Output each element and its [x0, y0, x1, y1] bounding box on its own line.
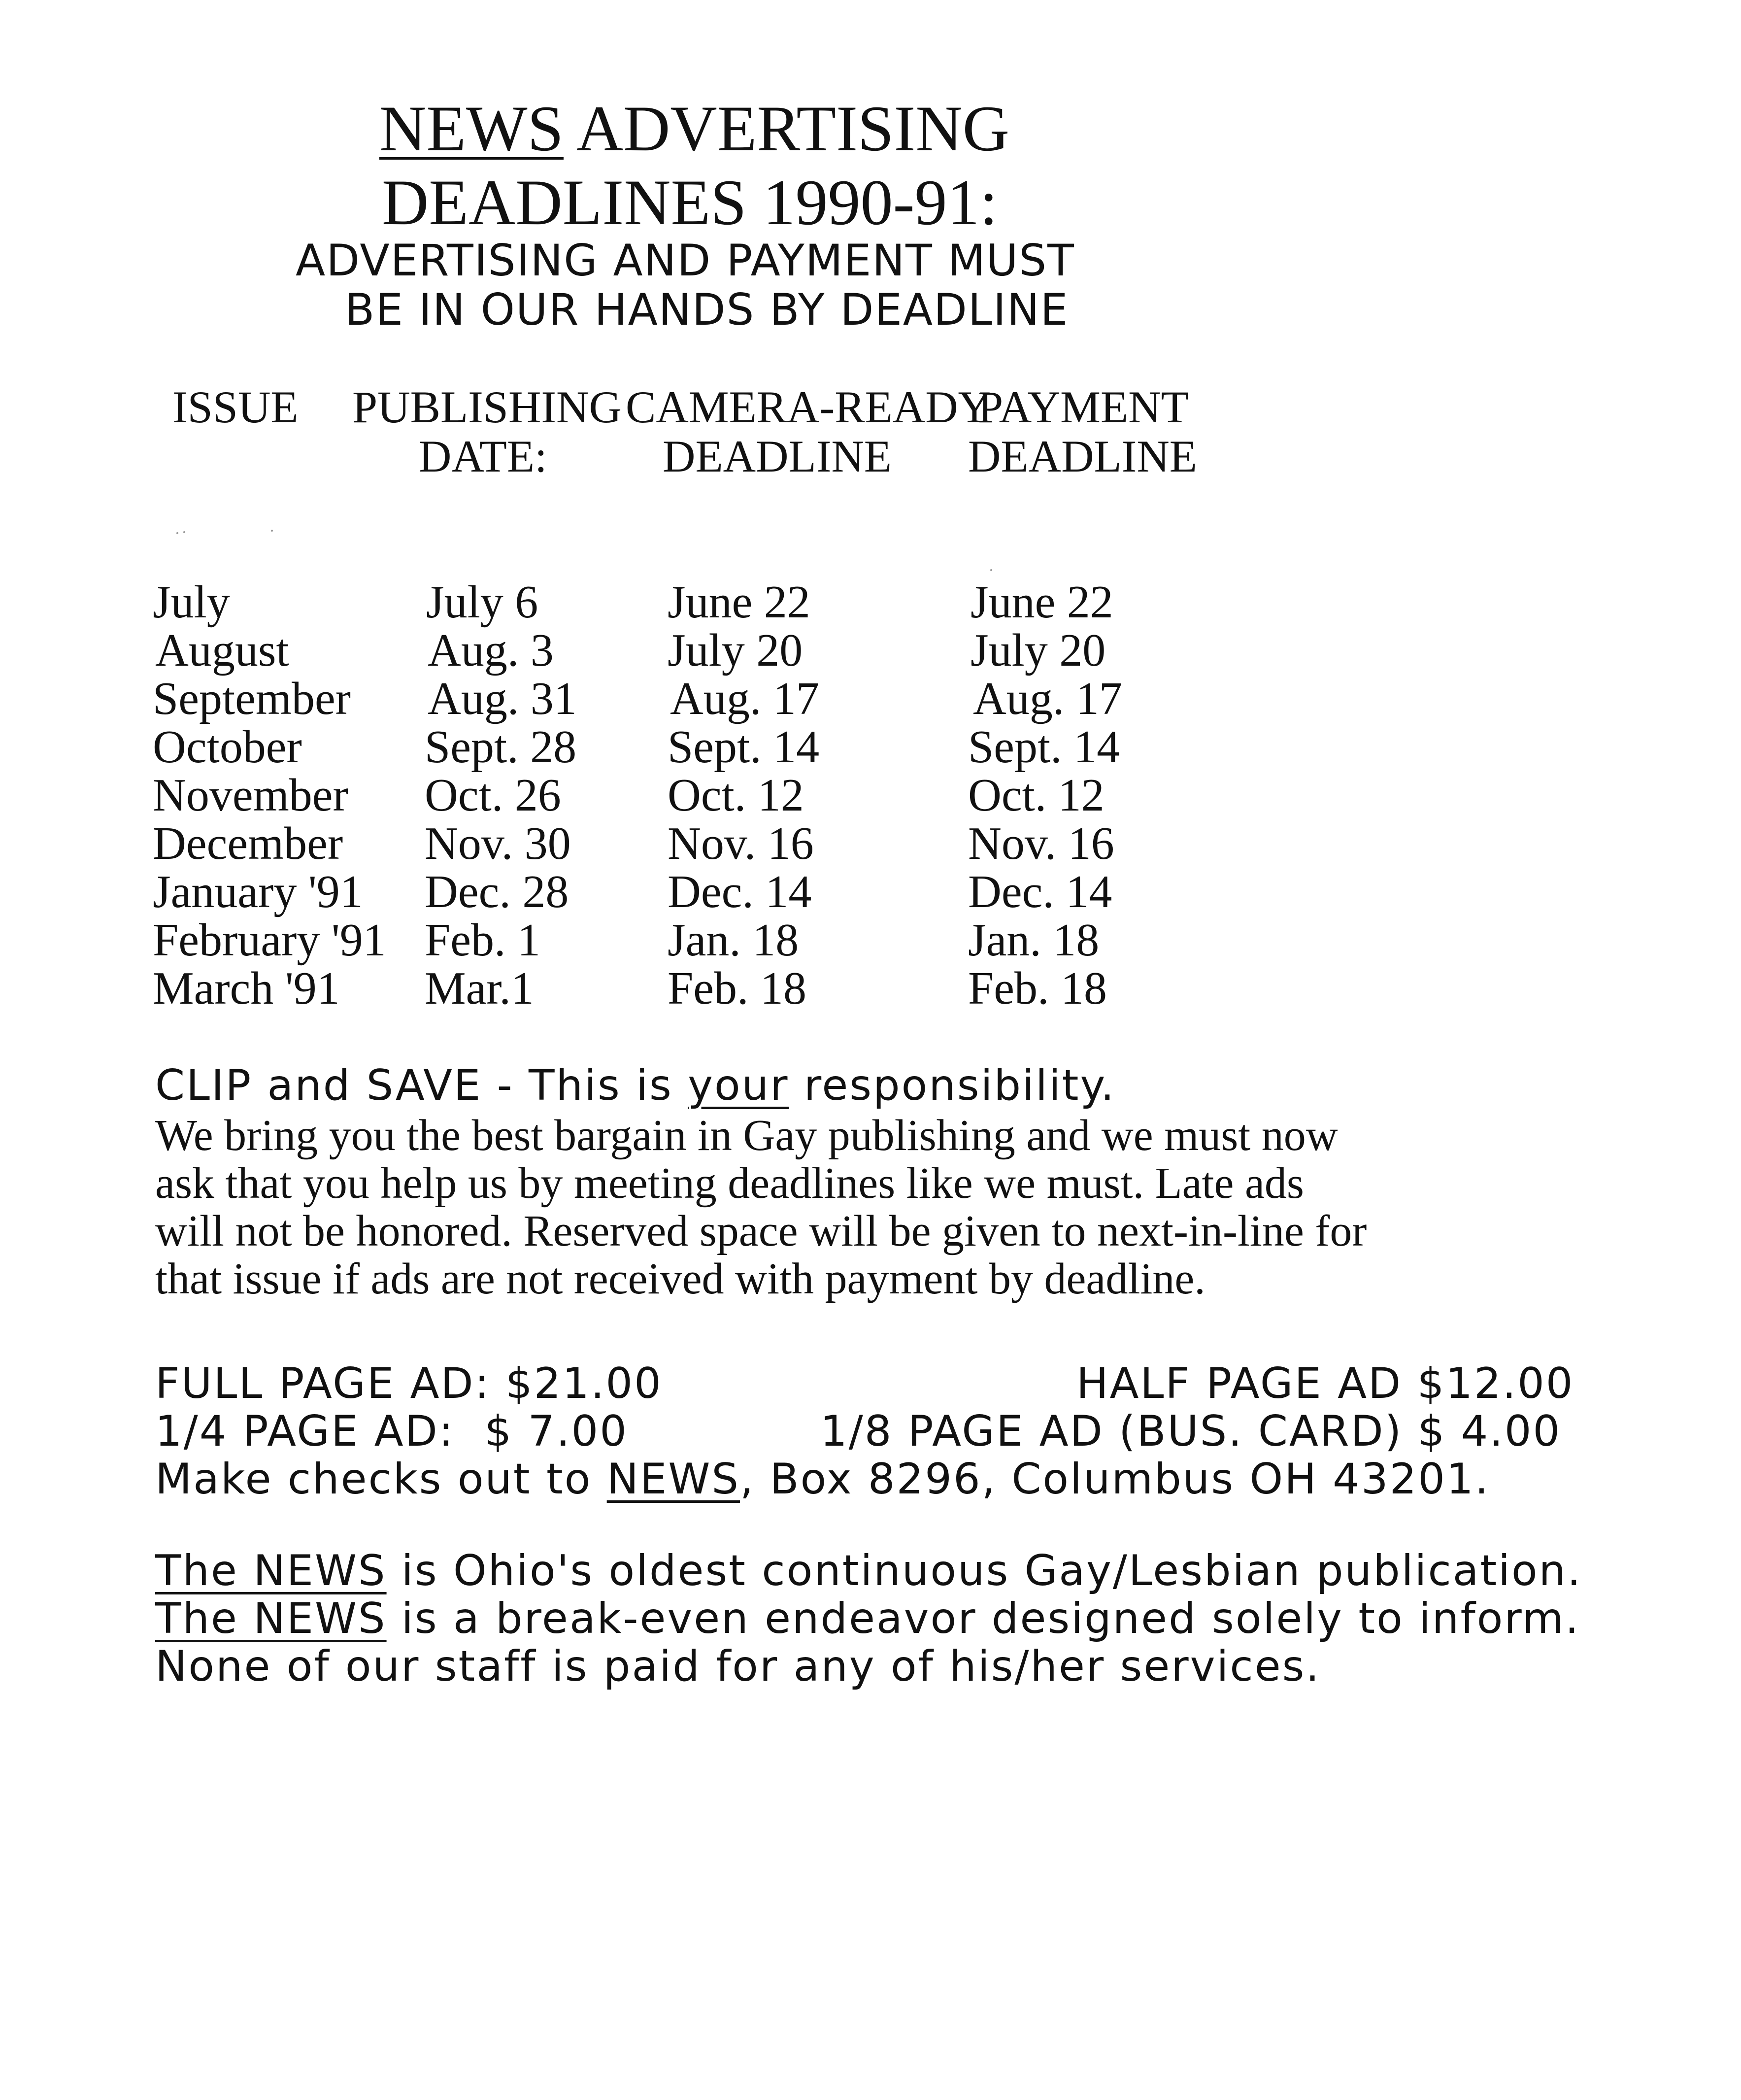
about-line-3: None of our staff is paid for any of his/her services. — [155, 1642, 1321, 1691]
row-camera: Oct. 12 — [668, 770, 804, 821]
row-issue: February '91 — [153, 915, 386, 966]
full-page-rate: FULL PAGE AD: $21.00 — [155, 1359, 663, 1408]
row-issue: November — [153, 770, 348, 821]
row-publishing: Feb. 1 — [425, 915, 540, 966]
row-issue: March '91 — [153, 963, 340, 1014]
row-camera: Nov. 16 — [668, 818, 814, 869]
clip-body-line: We bring you the best bargain in Gay publishing and we must now — [155, 1111, 1338, 1160]
scan-speck — [176, 532, 178, 534]
row-publishing: Aug. 31 — [428, 673, 577, 724]
row-payment: Nov. 16 — [968, 818, 1114, 869]
title-advertising: ADVERTISING — [576, 92, 1010, 165]
checks-news: NEWS — [606, 1455, 740, 1504]
checks-prefix: Make checks out to — [155, 1455, 607, 1504]
row-camera: Dec. 14 — [668, 866, 812, 917]
eighth-page-rate: 1/8 PAGE AD (BUS. CARD) $ 4.00 — [820, 1407, 1562, 1456]
row-publishing: Oct. 26 — [425, 770, 561, 821]
scan-speck — [271, 530, 273, 532]
clip-emphasis: your — [688, 1061, 789, 1110]
checks-line — [155, 1455, 1490, 1504]
row-payment: Oct. 12 — [968, 770, 1105, 821]
row-publishing: Mar.1 — [425, 963, 534, 1014]
title-line-1 — [379, 92, 1010, 165]
row-issue: July — [153, 576, 230, 628]
about-line-1 — [155, 1546, 1582, 1595]
row-publishing: Sept. 28 — [425, 721, 577, 773]
row-camera: Feb. 18 — [668, 963, 806, 1014]
row-issue: August — [155, 625, 289, 676]
row-camera: Aug. 17 — [670, 673, 819, 724]
row-issue: September — [153, 673, 351, 724]
clip-and-save-heading — [155, 1061, 1116, 1110]
clip-body-line: will not be honored. Reserved space will be given to next-in-line for — [155, 1207, 1367, 1255]
row-publishing: Aug. 3 — [428, 625, 554, 676]
row-payment: Dec. 14 — [968, 866, 1112, 917]
about-the-news: The NEWS — [155, 1594, 387, 1643]
title-line-2: DEADLINES 1990-91: — [382, 166, 998, 238]
clip-prefix: CLIP and SAVE - This is — [155, 1061, 688, 1110]
title-news: NEWS — [379, 92, 564, 165]
row-payment: Feb. 18 — [968, 963, 1107, 1014]
row-camera: June 22 — [668, 576, 810, 628]
row-publishing: Nov. 30 — [425, 818, 571, 869]
about-line-1-rest: is Ohio's oldest continuous Gay/Lesbian publication. — [386, 1546, 1582, 1595]
row-payment: July 20 — [971, 625, 1106, 676]
row-issue: December — [153, 818, 343, 869]
row-payment: Jan. 18 — [968, 915, 1100, 966]
row-payment: Aug. 17 — [973, 673, 1122, 724]
quarter-page-rate: 1/4 PAGE AD: $ 7.00 — [155, 1407, 628, 1456]
row-payment: Sept. 14 — [968, 721, 1120, 773]
header-payment-deadline: DEADLINE — [968, 431, 1197, 481]
scan-speck — [990, 569, 992, 571]
row-camera: Jan. 18 — [668, 915, 799, 966]
about-the-news: The NEWS — [155, 1546, 387, 1595]
about-line-2 — [155, 1594, 1580, 1643]
scan-speck — [183, 531, 185, 533]
row-issue: January '91 — [153, 866, 363, 917]
clip-suffix: responsibility. — [789, 1061, 1116, 1110]
header-camera-ready: CAMERA-READY — [626, 382, 991, 432]
row-publishing: July 6 — [426, 576, 538, 628]
half-page-rate: HALF PAGE AD $12.00 — [1076, 1359, 1574, 1408]
row-camera: July 20 — [668, 625, 803, 676]
subtitle-line-1: ADVERTISING AND PAYMENT MUST — [296, 235, 1075, 286]
clip-body-line: that issue if ads are not received with payment by deadline. — [155, 1254, 1205, 1303]
header-camera-deadline: DEADLINE — [663, 431, 892, 481]
row-publishing: Dec. 28 — [425, 866, 569, 917]
header-publishing: PUBLISHING — [352, 382, 622, 432]
row-camera: Sept. 14 — [668, 721, 820, 773]
header-payment: PAYMENT — [978, 382, 1189, 432]
row-payment: June 22 — [971, 576, 1113, 628]
row-issue: October — [153, 721, 302, 773]
header-publishing-date: DATE: — [419, 431, 547, 481]
about-line-2-rest: is a break-even endeavor designed solely to inform. — [386, 1594, 1580, 1643]
checks-suffix: , Box 8296, Columbus OH 43201. — [739, 1455, 1490, 1504]
clip-body-line: ask that you help us by meeting deadlines like we must. Late ads — [155, 1159, 1304, 1208]
subtitle-line-2: BE IN OUR HANDS BY DEADLINE — [345, 284, 1069, 335]
header-issue: ISSUE — [172, 382, 299, 432]
